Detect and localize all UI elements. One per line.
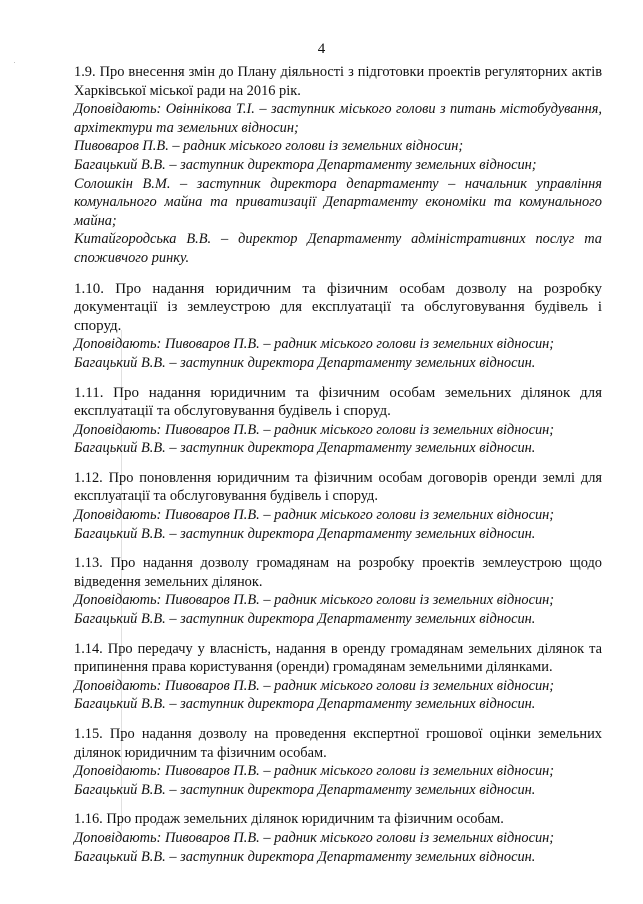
speaker-line: Доповідають: Пивоваров П.В. – радник міського голови із земельних відносин; (74, 336, 555, 353)
speaker-line: Багацький В.В. – заступник директора Департаменту земельних відносин. (74, 696, 536, 713)
agenda-item-1-12 (74, 469, 602, 543)
speaker-line: Доповідають: Пивоваров П.В. – радник міського голови із земельних відносин; (74, 592, 555, 609)
agenda-item-title: 1.11. Про надання юридичним та фізичним особам земельних ділянок для експлуатації та обслуговування будівель і споруд. (74, 384, 602, 420)
speaker-line: Китайгородська В.В. – директор Департаменту адміністративних послуг та споживчого ринку. (74, 231, 602, 266)
agenda-item-1-13 (74, 554, 602, 628)
agenda-item-1-14 (74, 640, 602, 714)
agenda-item-title: 1.9. Про внесення змін до Плану діяльності з підготовки проектів регуляторних актів Харківської міської ради на 2016 рік. (74, 64, 602, 99)
speaker-line: Доповідають: Пивоваров П.В. – радник міського голови із земельних відносин; (74, 421, 555, 438)
agenda-item-title: 1.16. Про продаж земельних ділянок юридичним та фізичним особам. (74, 811, 504, 828)
speaker-line: Багацький В.В. – заступник директора Департаменту земельних відносин. (74, 354, 536, 371)
agenda-item-title: 1.12. Про поновлення юридичним та фізичним особам договорів оренди землі для експлуатації та обслуговування будівель і споруд. (74, 469, 602, 505)
speaker-line: Багацький В.В. – заступник директора Департаменту земельних відносин. (74, 525, 536, 542)
speaker-line: Доповідають: Пивоваров П.В. – радник міського голови із земельних відносин; (74, 763, 555, 780)
speaker-line: Багацький В.В. – заступник директора Департаменту земельних відносин. (74, 611, 536, 628)
agenda-item-1-11 (74, 384, 602, 458)
speaker-line: Багацький В.В. – заступник директора Департаменту земельних відносин. (74, 781, 536, 798)
agenda-content (74, 63, 602, 877)
agenda-item-title: 1.15. Про надання дозволу на проведення експертної грошової оцінки земельних ділянок юридичним та фізичним особам. (74, 726, 602, 761)
agenda-item-title: 1.13. Про надання дозволу громадянам на розробку проектів землеустрою щодо відведення земельних ділянок. (74, 555, 602, 590)
speaker-line: Доповідають: Овіннікова Т.І. – заступник міського голови з питань містобудування, архітектури та земельних відносин; (74, 101, 602, 136)
agenda-item-1-15 (74, 725, 602, 799)
speaker-line: Пивоваров П.В. – радник міського голови із земельних відносин; (74, 138, 464, 155)
speaker-line: Багацький В.В. – заступник директора Департаменту земельних відносин; (74, 156, 537, 173)
agenda-item-1-9 (74, 63, 602, 268)
scan-artifact (14, 62, 15, 63)
speaker-line: Доповідають: Пивоваров П.В. – радник міського голови із земельних відносин; (74, 829, 555, 846)
speaker-line: Багацький В.В. – заступник директора Департаменту земельних відносин. (74, 848, 536, 865)
speaker-line: Доповідають: Пивоваров П.В. – радник міського голови із земельних відносин; (74, 677, 555, 694)
agenda-item-title: 1.14. Про передачу у власність, надання в оренду громадянам земельних ділянок та припинення права користування (оренди) громадянам земельними ділянками. (74, 640, 602, 676)
agenda-item-1-16 (74, 810, 602, 866)
agenda-item-1-10 (74, 280, 602, 373)
speaker-line: Доповідають: Пивоваров П.В. – радник міського голови із земельних відносин; (74, 507, 555, 524)
page-number: 4 (317, 41, 326, 57)
speaker-line: Солошкін В.М. – заступник директора департаменту – начальник управління комунального майна та приватизації Департаменту економіки та комунального майна; (74, 175, 602, 229)
agenda-item-title: 1.10. Про надання юридичним та фізичним особам дозволу на розробку документації із землеустрою для експлуатації та обслуговування будівель і споруд. (74, 280, 602, 334)
speaker-line: Багацький В.В. – заступник директора Департаменту земельних відносин. (74, 440, 536, 457)
